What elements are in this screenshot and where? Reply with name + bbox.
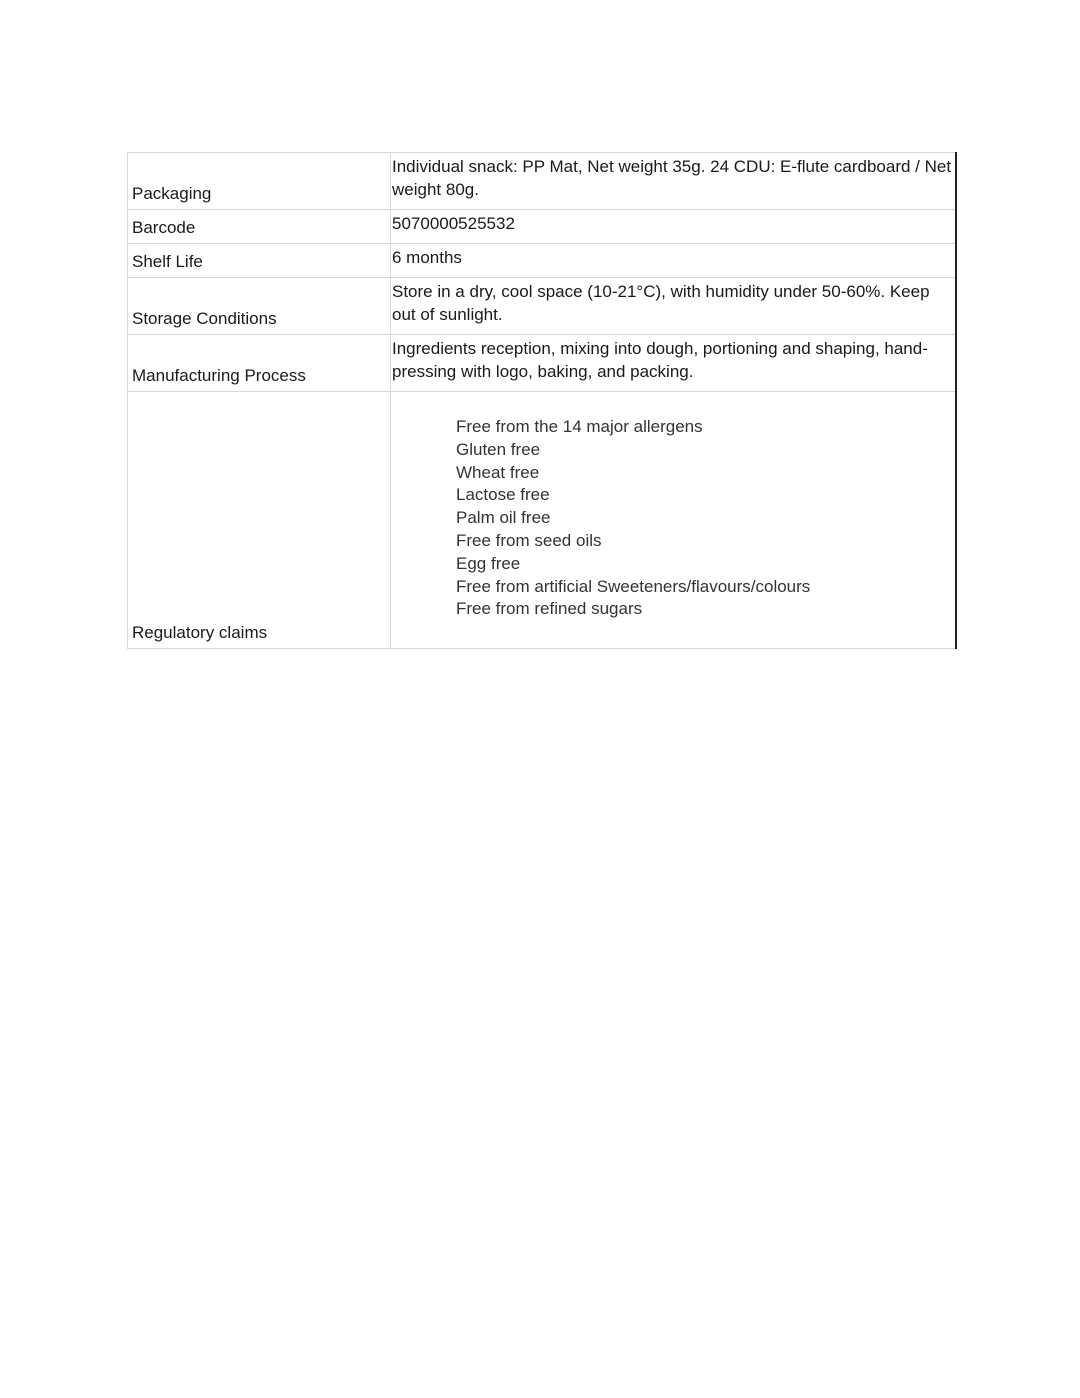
- claim-item: Wheat free: [456, 462, 540, 482]
- claims-list: [392, 416, 954, 621]
- barcode-label: Barcode: [128, 210, 391, 244]
- shelf-life-label: Shelf Life: [128, 244, 391, 278]
- table-row-regulatory-claims: [128, 392, 956, 649]
- regulatory-claims-value: [391, 392, 956, 649]
- product-spec-table: [127, 152, 957, 649]
- table-row-storage-conditions: [128, 278, 956, 335]
- table-row-packaging: [128, 153, 956, 210]
- packaging-label: Packaging: [128, 153, 391, 210]
- claim-item: Gluten free: [456, 439, 541, 459]
- table-row-shelf-life: [128, 244, 956, 278]
- packaging-value: Individual snack: PP Mat, Net weight 35g. 24 CDU: E-flute cardboard / Net weight 80g.: [391, 153, 956, 210]
- table-row-barcode: [128, 210, 956, 244]
- claim-item: Free from seed oils: [456, 530, 602, 550]
- shelf-life-value: 6 months: [391, 244, 956, 278]
- claim-item: Free from refined sugars: [456, 599, 643, 619]
- manufacturing-process-label: Manufacturing Process: [128, 335, 391, 392]
- claim-item: Palm oil free: [456, 508, 551, 528]
- barcode-value: 5070000525532: [391, 210, 956, 244]
- table-row-manufacturing-process: [128, 335, 956, 392]
- claim-item: Egg free: [456, 553, 521, 573]
- claim-item: Free from artificial Sweeteners/flavours/colours: [456, 576, 811, 596]
- manufacturing-process-value: Ingredients reception, mixing into dough, portioning and shaping, hand-pressing with logo, baking, and packing.: [391, 335, 956, 392]
- regulatory-claims-label: Regulatory claims: [128, 392, 391, 649]
- storage-conditions-label: Storage Conditions: [128, 278, 391, 335]
- claim-item: Free from the 14 major allergens: [456, 417, 703, 436]
- storage-conditions-value: Store in a dry, cool space (10-21°C), with humidity under 50-60%. Keep out of sunlight.: [391, 278, 956, 335]
- claim-item: Lactose free: [456, 485, 550, 505]
